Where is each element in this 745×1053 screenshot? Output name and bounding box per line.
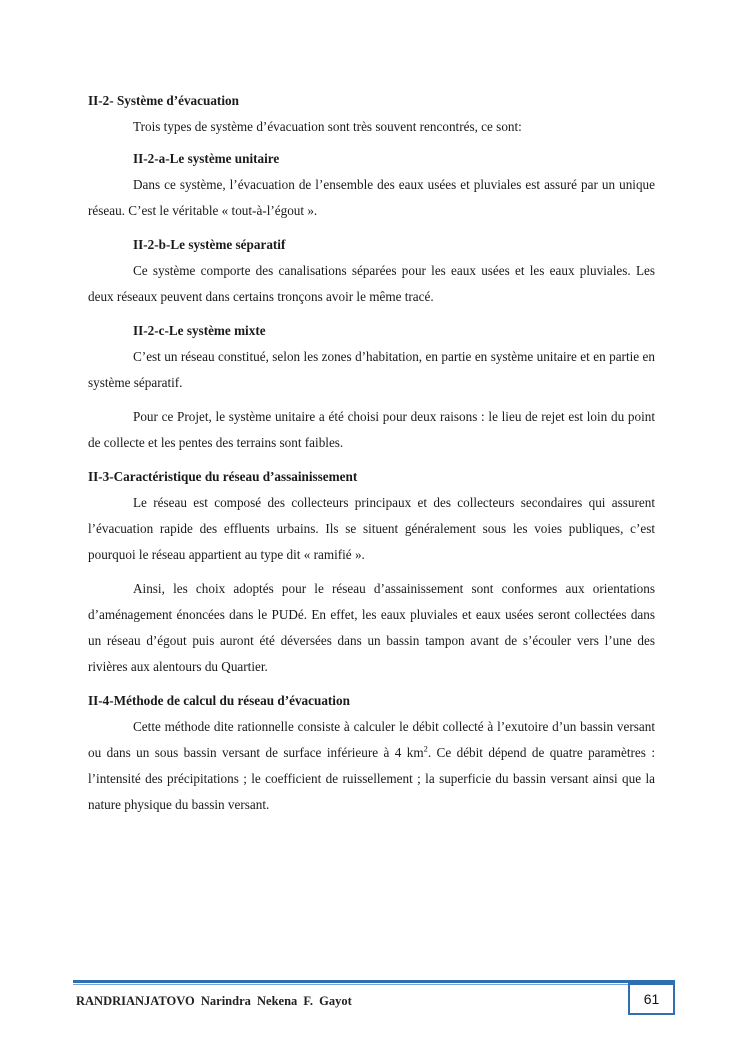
section-heading-2: II-2- Système d’évacuation <box>88 93 239 108</box>
paragraph-reseau-1: Le réseau est composé des collecteurs principaux et des collecteurs secondaires qui assurent l’évacuation rapide des effluents urbains. Ils se situent généralement sous les voies publiques, c’est pourquoi le réseau appartient au type dit « ramifié ». <box>88 495 655 562</box>
subsection-heading-2a: II-2-a-Le système unitaire <box>133 151 280 166</box>
footer-author: RANDRIANJATOVO Narindra Nekena F. Gayot <box>76 994 352 1008</box>
paragraph-reseau-2: Ainsi, les choix adoptés pour le réseau d’assainissement sont conformes aux orientations d’aménagement énoncées dans le PUDé. En effet, les eaux pluviales et eaux usées seront collectées dans un réseau d’égout puis auront été déversées dans un bassin tampon avant de s’écouler vers l’une des rivières aux alentours du Quartier. <box>88 581 655 674</box>
paragraph-separatif: Ce système comporte des canalisations séparées pour les eaux usées et les eaux pluviales. Les deux réseaux peuvent dans certains tronçons avoir le même tracé. <box>88 263 655 304</box>
methode-text-a: Cette méthode dite rationnelle consiste à calculer le débit collecté à l’exutoire d’un bassin versant ou dans un sous bassin versant de surface inférieure à 4 km <box>88 719 655 760</box>
paragraph-methode <box>88 714 655 818</box>
paragraph-mixte: C’est un réseau constitué, selon les zones d’habitation, en partie en système unitaire et en partie en système séparatif. <box>88 349 655 390</box>
methode-text-b: . Ce débit dépend de quatre paramètres : l’intensité des précipitations ; le coefficient de ruissellement ; la superficie du bassin versant ainsi que la nature physique du bassin versant. <box>88 745 655 812</box>
paragraph-intro: Trois types de système d’évacuation sont très souvent rencontrés, ce sont: <box>133 119 522 134</box>
paragraph-choice: Pour ce Projet, le système unitaire a été choisi pour deux raisons : le lieu de rejet est loin du point de collecte et les pentes des terrains sont faibles. <box>88 409 655 450</box>
footer-rule-thin <box>73 984 629 985</box>
section-heading-3: II-3-Caractéristique du réseau d’assainissement <box>88 469 358 484</box>
footer-rule <box>73 980 675 983</box>
subsection-heading-2c: II-2-c-Le système mixte <box>133 323 266 338</box>
page-number: 61 <box>628 983 675 1015</box>
section-heading-4: II-4-Méthode de calcul du réseau d’évacuation <box>88 693 350 708</box>
document-body <box>88 88 655 818</box>
superscript-2: 2 <box>423 743 428 754</box>
paragraph-unitaire: Dans ce système, l’évacuation de l’ensemble des eaux usées et pluviales est assuré par un unique réseau. C’est le véritable « tout-à-l’égout ». <box>88 177 655 218</box>
subsection-heading-2b: II-2-b-Le système séparatif <box>133 237 286 252</box>
